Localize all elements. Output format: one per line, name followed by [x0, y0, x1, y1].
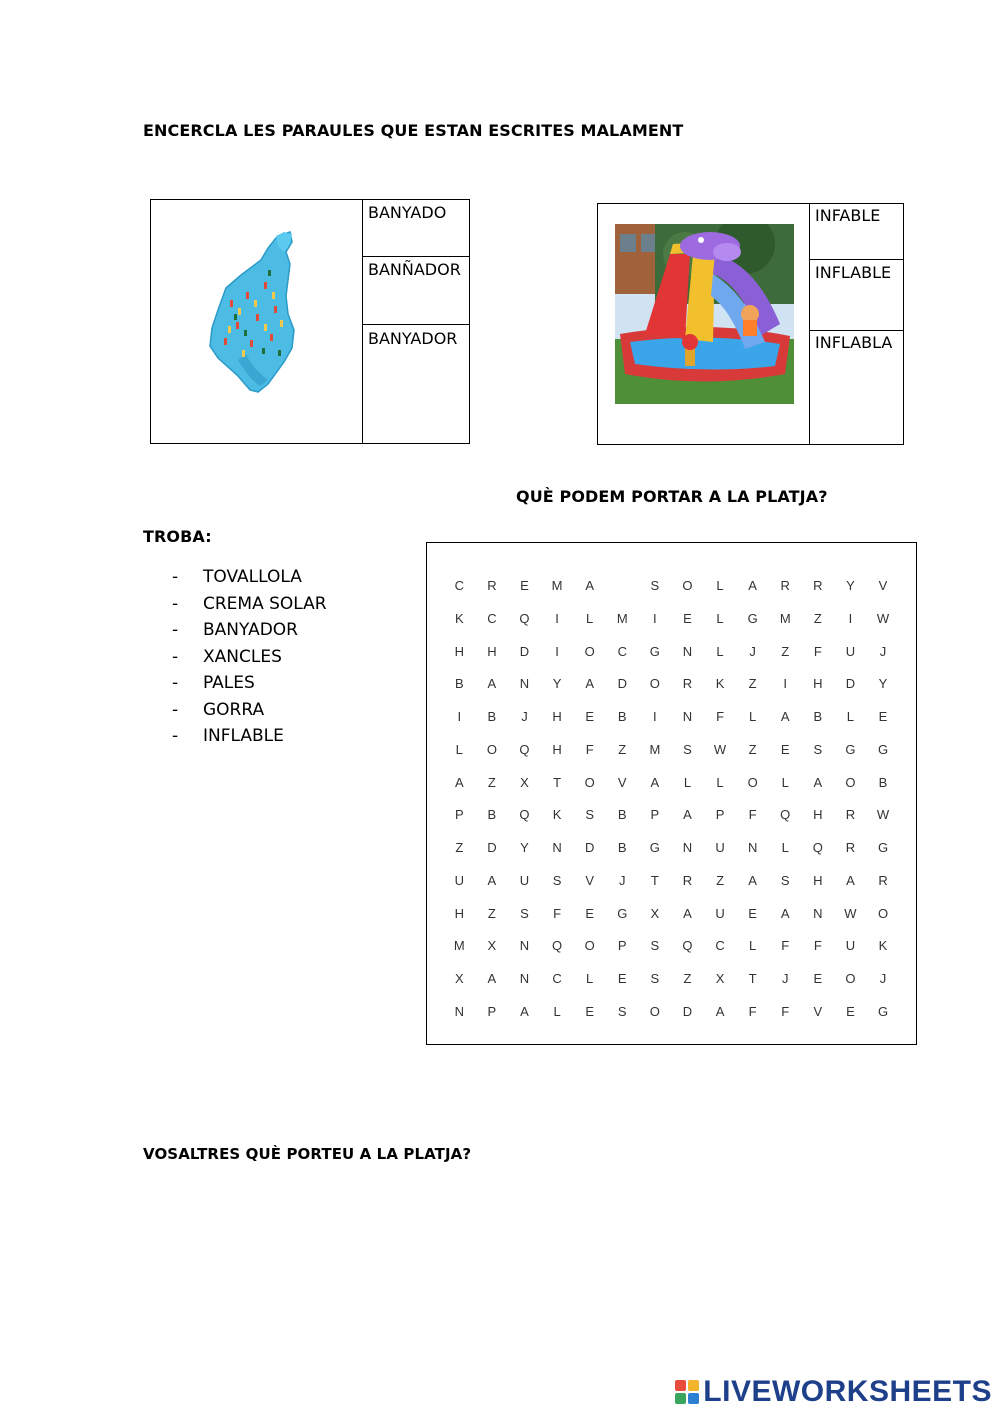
word-list-item [172, 697, 327, 724]
wordsearch-cell[interactable]: J [521, 709, 528, 724]
wordsearch-cell[interactable]: Z [487, 905, 496, 921]
wordsearch-cell[interactable]: A [585, 676, 594, 692]
wordsearch-cell[interactable]: H [487, 643, 497, 659]
wordsearch-cell[interactable]: B [617, 709, 627, 724]
wordsearch-cell[interactable]: E [683, 610, 692, 626]
wordsearch-cell[interactable]: O [747, 774, 758, 790]
wordsearch-cell[interactable]: M [649, 741, 661, 757]
wordsearch-cell[interactable]: N [747, 840, 758, 855]
wordsearch-cell[interactable]: M [779, 610, 791, 626]
wordsearch-cell[interactable]: N [813, 905, 823, 921]
wordsearch-cell[interactable]: E [585, 1003, 594, 1019]
wordsearch-cell[interactable]: K [878, 938, 888, 954]
wordsearch-cell[interactable]: O [584, 774, 595, 790]
wordsearch-cell[interactable]: P [617, 938, 627, 954]
wordsearch-cell[interactable]: O [845, 971, 856, 986]
divider [362, 200, 363, 443]
wordsearch-cell[interactable]: R [682, 872, 693, 888]
wordsearch-cell[interactable]: D [487, 840, 497, 855]
wordsearch-cell[interactable]: Z [813, 610, 822, 626]
wordsearch-cell[interactable]: V [585, 872, 594, 888]
wordsearch-cell[interactable]: O [877, 905, 889, 921]
wordsearch-cell[interactable]: J [879, 643, 887, 659]
wordsearch-cell[interactable]: J [749, 643, 756, 659]
wordsearch-cell[interactable]: U [715, 905, 725, 921]
wordsearch-cell[interactable]: Z [618, 741, 627, 757]
word-list-label: PALES [203, 673, 255, 693]
wordsearch-cell[interactable]: Q [552, 938, 563, 954]
page-title: ENCERCLA LES PARAULES QUE ESTAN ESCRITES MALAMENT [143, 121, 684, 140]
wordsearch-cell[interactable]: I [653, 709, 657, 724]
list-bullet: - [172, 567, 179, 587]
wordsearch-cell[interactable]: U [715, 840, 725, 855]
wordsearch-cell[interactable] [606, 570, 639, 603]
wordsearch-cell[interactable]: G [617, 905, 628, 921]
wordsearch-cell[interactable]: Z [748, 741, 757, 757]
wordsearch-cell[interactable]: W [876, 610, 890, 626]
inflatable-option[interactable]: INFLABLE [815, 263, 892, 282]
wordsearch-cell[interactable]: N [519, 938, 530, 954]
wordsearch-title: QUÈ PODEM PORTAR A LA PLATJA? [516, 487, 828, 506]
wordsearch-cell[interactable]: N [682, 840, 693, 855]
swimsuit-option[interactable]: BANÑADOR [368, 260, 461, 279]
wordsearch-cell[interactable]: B [617, 840, 627, 855]
wordsearch-cell[interactable]: C [552, 971, 562, 986]
wordsearch-cell[interactable]: I [783, 676, 788, 692]
wordsearch-cell[interactable]: X [520, 774, 529, 790]
wordsearch-cell[interactable]: L [716, 610, 724, 626]
wordsearch-cell[interactable]: E [520, 578, 529, 593]
wordsearch-cell[interactable]: R [813, 578, 823, 593]
wordsearch-cell[interactable]: L [586, 971, 594, 986]
wordsearch-cell[interactable]: N [454, 1003, 464, 1019]
logo-text: LIVEWORKSHEETS [703, 1375, 992, 1408]
inflatable-option[interactable]: INFLABLA [815, 333, 893, 352]
wordsearch-cell[interactable]: A [487, 971, 497, 986]
word-list-item [172, 617, 327, 644]
wordsearch-cell[interactable]: M [616, 610, 628, 626]
wordsearch-cell[interactable]: L [553, 1003, 561, 1019]
wordsearch-cell[interactable]: A [715, 1003, 725, 1019]
wordsearch-cell[interactable]: P [487, 1003, 497, 1019]
wordsearch-cell[interactable]: U [845, 643, 856, 659]
wordsearch-cell[interactable]: A [748, 872, 757, 888]
wordsearch-cell[interactable]: A [454, 774, 464, 790]
wordsearch-cell[interactable]: Z [781, 643, 790, 659]
wordsearch-cell[interactable]: S [683, 741, 692, 757]
wordsearch-cell[interactable]: A [813, 774, 823, 790]
wordsearch-grid[interactable] [443, 570, 899, 1029]
wordsearch-cell[interactable]: G [877, 741, 889, 757]
wordsearch-cell[interactable]: O [584, 643, 595, 659]
word-list-item [172, 564, 327, 591]
wordsearch-cell[interactable]: H [454, 643, 464, 659]
wordsearch-cell[interactable]: S [780, 872, 790, 888]
word-list-label: CREMA SOLAR [203, 593, 327, 614]
wordsearch-cell[interactable]: S [520, 905, 529, 921]
wordsearch-cell[interactable]: B [487, 709, 497, 724]
wordsearch-cell[interactable]: F [813, 938, 822, 954]
wordsearch-cell[interactable]: O [584, 938, 595, 954]
wordsearch-cell[interactable]: L [749, 938, 757, 954]
wordsearch-cell[interactable]: U [845, 938, 856, 954]
divider [809, 330, 903, 331]
wordsearch-cell[interactable]: B [813, 709, 823, 724]
wordsearch-cell[interactable]: S [585, 807, 594, 823]
wordsearch-cell[interactable]: N [682, 643, 693, 659]
wordsearch-cell[interactable]: M [453, 938, 465, 954]
wordsearch-cell[interactable]: W [844, 905, 857, 921]
wordsearch-cell[interactable]: I [848, 610, 853, 626]
wordsearch-cell[interactable]: K [454, 610, 464, 626]
wordsearch-cell[interactable]: J [781, 971, 789, 986]
wordsearch-cell[interactable]: K [552, 807, 562, 823]
wordsearch-cell[interactable]: S [650, 971, 660, 986]
word-list [172, 564, 327, 750]
wordsearch-cell[interactable]: Y [552, 676, 562, 692]
wordsearch-cell[interactable]: F [748, 807, 757, 823]
swimsuit-exercise-box [150, 199, 470, 444]
find-heading: TROBA: [143, 527, 212, 546]
wordsearch-cell[interactable]: A [585, 578, 594, 593]
wordsearch-cell[interactable]: O [682, 578, 693, 593]
wordsearch-cell[interactable]: O [649, 676, 660, 692]
word-list-label: TOVALLOLA [203, 567, 302, 587]
wordsearch-cell[interactable]: O [486, 741, 497, 757]
wordsearch-cell[interactable]: Q [780, 807, 791, 823]
wordsearch-cell[interactable]: I [457, 709, 462, 724]
wordsearch-cell[interactable]: E [617, 971, 627, 986]
wordsearch-cell[interactable]: N [519, 676, 530, 692]
wordsearch-cell[interactable]: R [878, 872, 888, 888]
wordsearch-cell[interactable]: R [780, 578, 790, 593]
wordsearch-cell[interactable]: G [877, 840, 889, 855]
word-list-item [172, 591, 327, 618]
list-bullet: - [172, 673, 179, 693]
wordsearch-cell[interactable]: N [552, 840, 562, 855]
wordsearch-cell[interactable]: J [619, 872, 626, 888]
word-list-label: XANCLES [203, 646, 282, 667]
wordsearch-cell[interactable]: L [846, 709, 855, 724]
wordsearch-cell[interactable]: F [813, 643, 822, 659]
wordsearch-cell[interactable]: S [617, 1003, 627, 1019]
wordsearch-cell[interactable]: R [845, 807, 856, 823]
wordsearch-cell[interactable]: P [650, 807, 660, 823]
swimsuit-image [206, 230, 306, 395]
wordsearch-cell[interactable]: Y [520, 840, 529, 855]
wordsearch-cell[interactable]: D [617, 676, 627, 692]
wordsearch-cell[interactable]: L [716, 643, 724, 659]
wordsearch-cell[interactable]: Z [683, 971, 692, 986]
wordsearch-cell[interactable]: T [650, 872, 659, 888]
wordsearch-cell[interactable]: R [487, 578, 497, 593]
wordsearch-cell[interactable]: Q [519, 807, 530, 823]
wordsearch-cell[interactable]: L [586, 610, 594, 626]
swimsuit-option[interactable]: BANYADOR [368, 329, 458, 348]
wordsearch-cell[interactable]: X [715, 971, 725, 986]
wordsearch-cell[interactable]: B [878, 774, 888, 790]
wordsearch-cell[interactable]: K [715, 676, 725, 692]
divider [362, 324, 469, 325]
wordsearch-cell[interactable]: F [585, 741, 594, 757]
wordsearch-cell[interactable]: N [519, 971, 530, 986]
wordsearch-cell[interactable]: A [683, 807, 692, 823]
wordsearch-cell[interactable]: Z [487, 774, 496, 790]
wordsearch-cell[interactable]: D [682, 1003, 693, 1019]
wordsearch-cell[interactable]: L [455, 741, 463, 757]
wordsearch-cell[interactable]: S [650, 938, 660, 954]
wordsearch-cell[interactable]: P [715, 807, 725, 823]
word-list-label: GORRA [203, 699, 265, 720]
list-bullet: - [172, 646, 179, 667]
wordsearch-cell[interactable]: P [454, 807, 464, 823]
wordsearch-cell[interactable]: F [748, 1003, 757, 1019]
wordsearch-cell[interactable]: F [781, 938, 790, 954]
logo-icon [675, 1380, 699, 1404]
wordsearch-cell[interactable]: L [781, 774, 789, 790]
wordsearch-cell[interactable]: B [454, 676, 464, 692]
wordsearch-cell[interactable]: A [748, 578, 757, 593]
swimsuit-option[interactable]: BANYADO [368, 203, 447, 222]
wordsearch-cell[interactable]: F [716, 709, 725, 724]
wordsearch-cell[interactable]: Z [748, 676, 757, 692]
wordsearch-cell[interactable]: H [552, 709, 562, 724]
wordsearch-cell[interactable]: E [585, 905, 594, 921]
wordsearch-cell[interactable]: Q [519, 610, 530, 626]
list-bullet: - [172, 593, 179, 614]
word-list-item [172, 670, 327, 697]
wordsearch-cell[interactable]: W [713, 741, 727, 757]
wordsearch-cell[interactable]: C [617, 643, 627, 659]
wordsearch-cell[interactable]: H [813, 872, 823, 888]
word-list-item [172, 723, 327, 750]
wordsearch-cell[interactable]: A [846, 872, 855, 888]
wordsearch-cell[interactable]: Z [716, 872, 725, 888]
wordsearch-cell[interactable]: C [487, 610, 497, 626]
wordsearch-cell[interactable]: L [716, 578, 724, 593]
wordsearch-cell[interactable]: L [781, 840, 789, 855]
wordsearch-cell[interactable]: A [650, 774, 660, 790]
wordsearch-cell[interactable]: W [876, 807, 890, 823]
divider [362, 256, 469, 257]
list-bullet: - [172, 699, 179, 720]
wordsearch-cell[interactable]: V [813, 1003, 823, 1019]
wordsearch-cell[interactable]: E [585, 709, 594, 724]
word-list-item [172, 644, 327, 671]
wordsearch-cell[interactable]: H [552, 741, 562, 757]
wordsearch-cell[interactable]: A [780, 905, 790, 921]
divider [809, 204, 810, 444]
wordsearch-cell[interactable]: G [845, 741, 856, 757]
liveworksheets-logo [675, 1375, 992, 1409]
wordsearch-cell[interactable]: B [487, 807, 497, 823]
inflatable-option[interactable]: INFABLE [815, 206, 881, 225]
wordsearch-cell[interactable]: B [617, 807, 627, 823]
wordsearch-cell[interactable]: S [650, 578, 660, 593]
wordsearch-cell[interactable]: J [879, 971, 887, 986]
wordsearch-cell[interactable]: H [454, 905, 464, 921]
wordsearch-cell[interactable]: L [683, 774, 692, 790]
wordsearch-cell[interactable]: E [780, 741, 790, 757]
wordsearch-cell[interactable]: G [649, 840, 660, 855]
wordsearch-cell[interactable]: X [650, 905, 660, 921]
wordsearch-cell[interactable]: A [780, 709, 790, 724]
wordsearch-cell[interactable]: A [520, 1003, 529, 1019]
wordsearch-cell[interactable]: U [454, 872, 464, 888]
list-bullet: - [172, 620, 179, 640]
wordsearch-cell[interactable]: A [487, 872, 497, 888]
wordsearch-cell[interactable]: M [551, 578, 563, 593]
wordsearch-cell[interactable]: E [813, 971, 823, 986]
wordsearch-cell[interactable]: G [649, 643, 660, 659]
wordsearch-cell[interactable]: F [553, 905, 562, 921]
wordsearch-cell[interactable]: G [877, 1003, 889, 1019]
wordsearch-cell[interactable]: R [682, 676, 693, 692]
wordsearch-cell[interactable]: L [716, 774, 724, 790]
list-bullet: - [172, 726, 179, 746]
wordsearch-cell[interactable]: I [555, 610, 559, 626]
wordsearch-cell[interactable]: Q [519, 741, 530, 757]
wordsearch-cell[interactable]: A [487, 676, 497, 692]
word-list-label: BANYADOR [203, 620, 298, 640]
wordsearch-cell[interactable]: O [649, 1003, 660, 1019]
wordsearch-cell[interactable]: I [653, 610, 657, 626]
wordsearch-cell[interactable]: E [878, 709, 888, 724]
question-heading: VOSALTRES QUÈ PORTEU A LA PLATJA? [143, 1145, 472, 1163]
wordsearch-cell[interactable]: H [813, 807, 823, 823]
wordsearch-cell[interactable]: Y [878, 676, 888, 692]
wordsearch-cell[interactable]: H [813, 676, 823, 692]
wordsearch-cell[interactable]: I [555, 643, 559, 659]
wordsearch-cell[interactable]: O [845, 774, 856, 790]
wordsearch-cell[interactable]: A [683, 905, 692, 921]
wordsearch-cell[interactable]: V [878, 578, 888, 593]
divider [809, 259, 903, 260]
wordsearch-cell[interactable]: D [845, 676, 856, 692]
wordsearch-cell[interactable]: D [584, 840, 595, 855]
wordsearch-cell[interactable]: R [845, 840, 856, 855]
wordsearch-cell[interactable]: N [682, 709, 693, 724]
wordsearch-cell[interactable]: S [813, 741, 823, 757]
wordsearch-cell[interactable]: T [553, 774, 562, 790]
wordsearch-cell[interactable]: U [519, 872, 530, 888]
wordsearch-cell[interactable]: V [617, 774, 627, 790]
wordsearch-cell[interactable]: C [715, 938, 725, 954]
wordsearch-cell[interactable]: F [781, 1003, 790, 1019]
wordsearch-cell[interactable]: S [552, 872, 562, 888]
wordsearch-cell[interactable]: D [519, 643, 530, 659]
inflatable-slide-image [615, 224, 794, 404]
wordsearch-cell[interactable]: Q [682, 938, 693, 954]
wordsearch-cell[interactable]: T [748, 971, 757, 986]
wordsearch-cell[interactable]: E [748, 905, 757, 921]
wordsearch-cell[interactable]: Y [846, 578, 855, 593]
word-list-label: INFLABLE [203, 726, 284, 746]
wordsearch-cell[interactable]: C [454, 578, 464, 593]
wordsearch-cell[interactable]: Z [455, 840, 464, 855]
wordsearch-cell[interactable]: G [747, 610, 758, 626]
wordsearch-cell[interactable]: X [487, 938, 497, 954]
wordsearch-cell[interactable]: Q [812, 840, 823, 855]
wordsearch-cell[interactable]: E [846, 1003, 855, 1019]
inflatable-exercise-box [597, 203, 904, 445]
wordsearch-cell[interactable]: X [454, 971, 464, 986]
wordsearch-cell[interactable]: L [749, 709, 757, 724]
